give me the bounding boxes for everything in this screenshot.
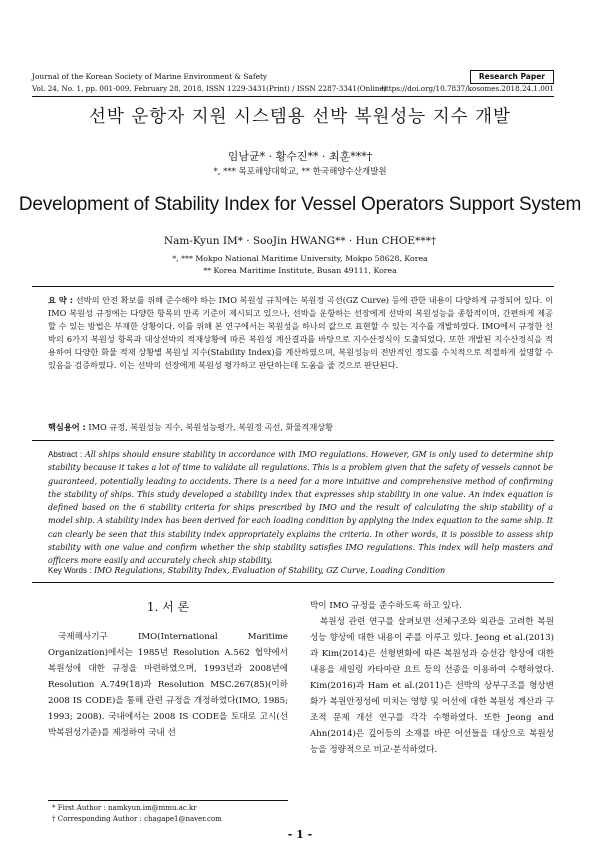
footnote-corresponding-author: † Corresponding Author : chagape1@naver.com — [52, 815, 222, 823]
footnote-rule — [48, 800, 288, 801]
abstract-korean — [48, 294, 553, 372]
abstract-korean-label: 요 약 : — [48, 295, 74, 305]
keywords-korean-label: 핵심용어 : — [48, 422, 86, 432]
keywords-korean-text: IMO 규정, 복원성능 지수, 복원성능평가, 복원정 곡선, 화물적재상황 — [88, 422, 334, 432]
abstract-divider-rule — [32, 440, 554, 441]
affiliation-english-1: *, *** Mokpo National Maritime University, Mokpo 58628, Korea — [172, 254, 428, 263]
affiliation-english-2: ** Korea Maritime Institute, Busan 49111, Korea — [203, 266, 397, 275]
paper-type-badge: Research Paper — [470, 70, 554, 84]
abstract-bottom-rule — [32, 582, 554, 583]
page-number: - 1 - — [287, 828, 313, 841]
authors-english: Nam-Kyun IM* · SooJin HWANG** · Hun CHOE***† — [163, 235, 437, 247]
affiliation-korean: *, *** 목포해양대학교, ** 한국해양수산개발원 — [213, 167, 387, 177]
intro-paragraph-2: 복원성 관련 연구를 살펴보면 선체구조와 외관을 고려한 복원성능 향상에 대한 내용이 주를 이루고 있다. Jeong et al.(2013)과 Kim(2014)은 선형변화에 따른 복원성과 승선감 향상에 대한 내용을 세일링 카타마란 요트 등의 선종을 이용하여 수행하였다. Kim(2016)과 Ham et al.(2011)은 선박의 상부구조를 형상변화가 복원안정성에 미치는 영향 및 어선에 대한 복원성 계산과 구조적 문제 개선 연구를 각각 수행하였다. 또한 Jeong and Ahn(2014)은 깊어등의 소재를 바꾼 어선들을 대상으로 복원성능을 정량적으로 비교·분석하였다. — [310, 617, 554, 755]
title-korean: 선박 운항자 지원 시스템용 선박 복원성능 지수 개발 — [89, 107, 511, 127]
abstract-korean-text: 선박의 안전 확보를 위해 준수해야 하는 IMO 복원성 규칙에는 복원정 곡선(GZ Curve) 등에 관한 내용이 다양하게 규정되어 있다. 이 IMO 복원성 규정에는 다양한 항목의 만족 기준이 제시되고 있으나, 선박을 운항하는 선장에게 선박의 복원성능을 종합적이며, 간편하게 제공할 수 있는 방법은 부재한 상황이다. 이를 위해 본 연구에서는 복원성을 하나의 값으로 표현할 수 있는 지수를 개발하였다. IMO에서 규정한 선박의 6가지 복원성 항목과 대상선박의 적재상황에 따른 복원성 계산결과를 바탕으로 지수산정식이 도출되었다. 또한 개발된 지수산정식을 적용하여 다양한 화물 적재 상황별 복원성 지수(Stability Index)를 계산하였으며, 복원성능의 전반적인 정도를 수치적으로 적절하게 설명할 수 있음을 검증하였다. 이는 선박의 선장에게 복원성 평가하고 판단하는데 도움을 줄 것으로 판단된다. — [48, 295, 554, 370]
keywords-korean — [48, 422, 553, 433]
abstract-english-label: Abstract : — [48, 450, 83, 459]
keywords-english — [48, 566, 553, 575]
journal-name: Journal of the Korean Society of Marine Environment & Safety — [32, 72, 268, 81]
authors-korean: 임남균* · 황수진** · 최훈***† — [227, 150, 373, 163]
section-heading-introduction: 1. 서 론 — [146, 600, 190, 614]
abstract-english — [48, 448, 553, 568]
abstract-top-rule — [32, 286, 554, 287]
body-column-right — [310, 598, 554, 758]
footnote-first-author: * First Author : namkyun.im@mmu.ac.kr — [52, 804, 197, 812]
volume-line — [32, 84, 554, 94]
intro-paragraph-1-continued: 박이 IMO 규정을 준수하도록 하고 있다. — [310, 601, 462, 611]
abstract-english-text: All ships should ensure stability in accordance with IMO regulations. However, GM is only used to determine ship stability because it takes a lot of time to validate all regulations. This is a problem given that the safety of vessels cannot be guaranteed, potentially leading to accidents. There is a need for a more intuitive and comprehensive method of confirming the stability of ships. This study developed a stability index that expresses ship stability in one value. An index equation is defined based on the 6 stability criteria for ships prescribed by IMO and the result of calculating the ship stability of a model ship. A stability index has been derived for each loading condition by applying the index equation to the same ship. It can clearly be seen that this stability index appropriately explains the criteria. In other words, it is possible to assess ship stability with one value and confirm whether the ship stability satisfies IMO regulations. This index will help masters and officers more easily and accurately check ship stability. — [48, 450, 554, 566]
body-column-left — [48, 629, 288, 741]
volume-info: Vol. 24, No. 1, pp. 001-009, February 28, 2018, ISSN 1229-3431(Print) / ISSN 2287-3341(Online) — [32, 84, 387, 93]
keywords-english-text: IMO Regulations, Stability Index, Evaluation of Stability, GZ Curve, Loading Condition — [93, 566, 446, 575]
title-english: Development of Stability Index for Vessel Operators Support System — [18, 194, 582, 215]
intro-paragraph-1: 국제해사기구 IMO(International Maritime Organization)에서는 1985년 Resolution A.562 협약에서 복원성에 대한 규정을 마련하였으며, 1993년과 2008년에 Resolution A.749(18)과 Resolution MSC.267(85)(이하 2008 IS CODE)을 통해 관련 규정을 개정하였다(IMO, 1985; 1993; 2008). 국내에서는 2008 IS CODE을 토대로 고시(선박복원성기준)를 제정하여 국내 선 — [48, 632, 288, 738]
doi-link[interactable]: https://doi.org/10.7837/kosomes.2018.24.1.001 — [381, 84, 554, 93]
header-rule — [32, 96, 554, 97]
keywords-english-label: Key Words : — [48, 566, 92, 575]
